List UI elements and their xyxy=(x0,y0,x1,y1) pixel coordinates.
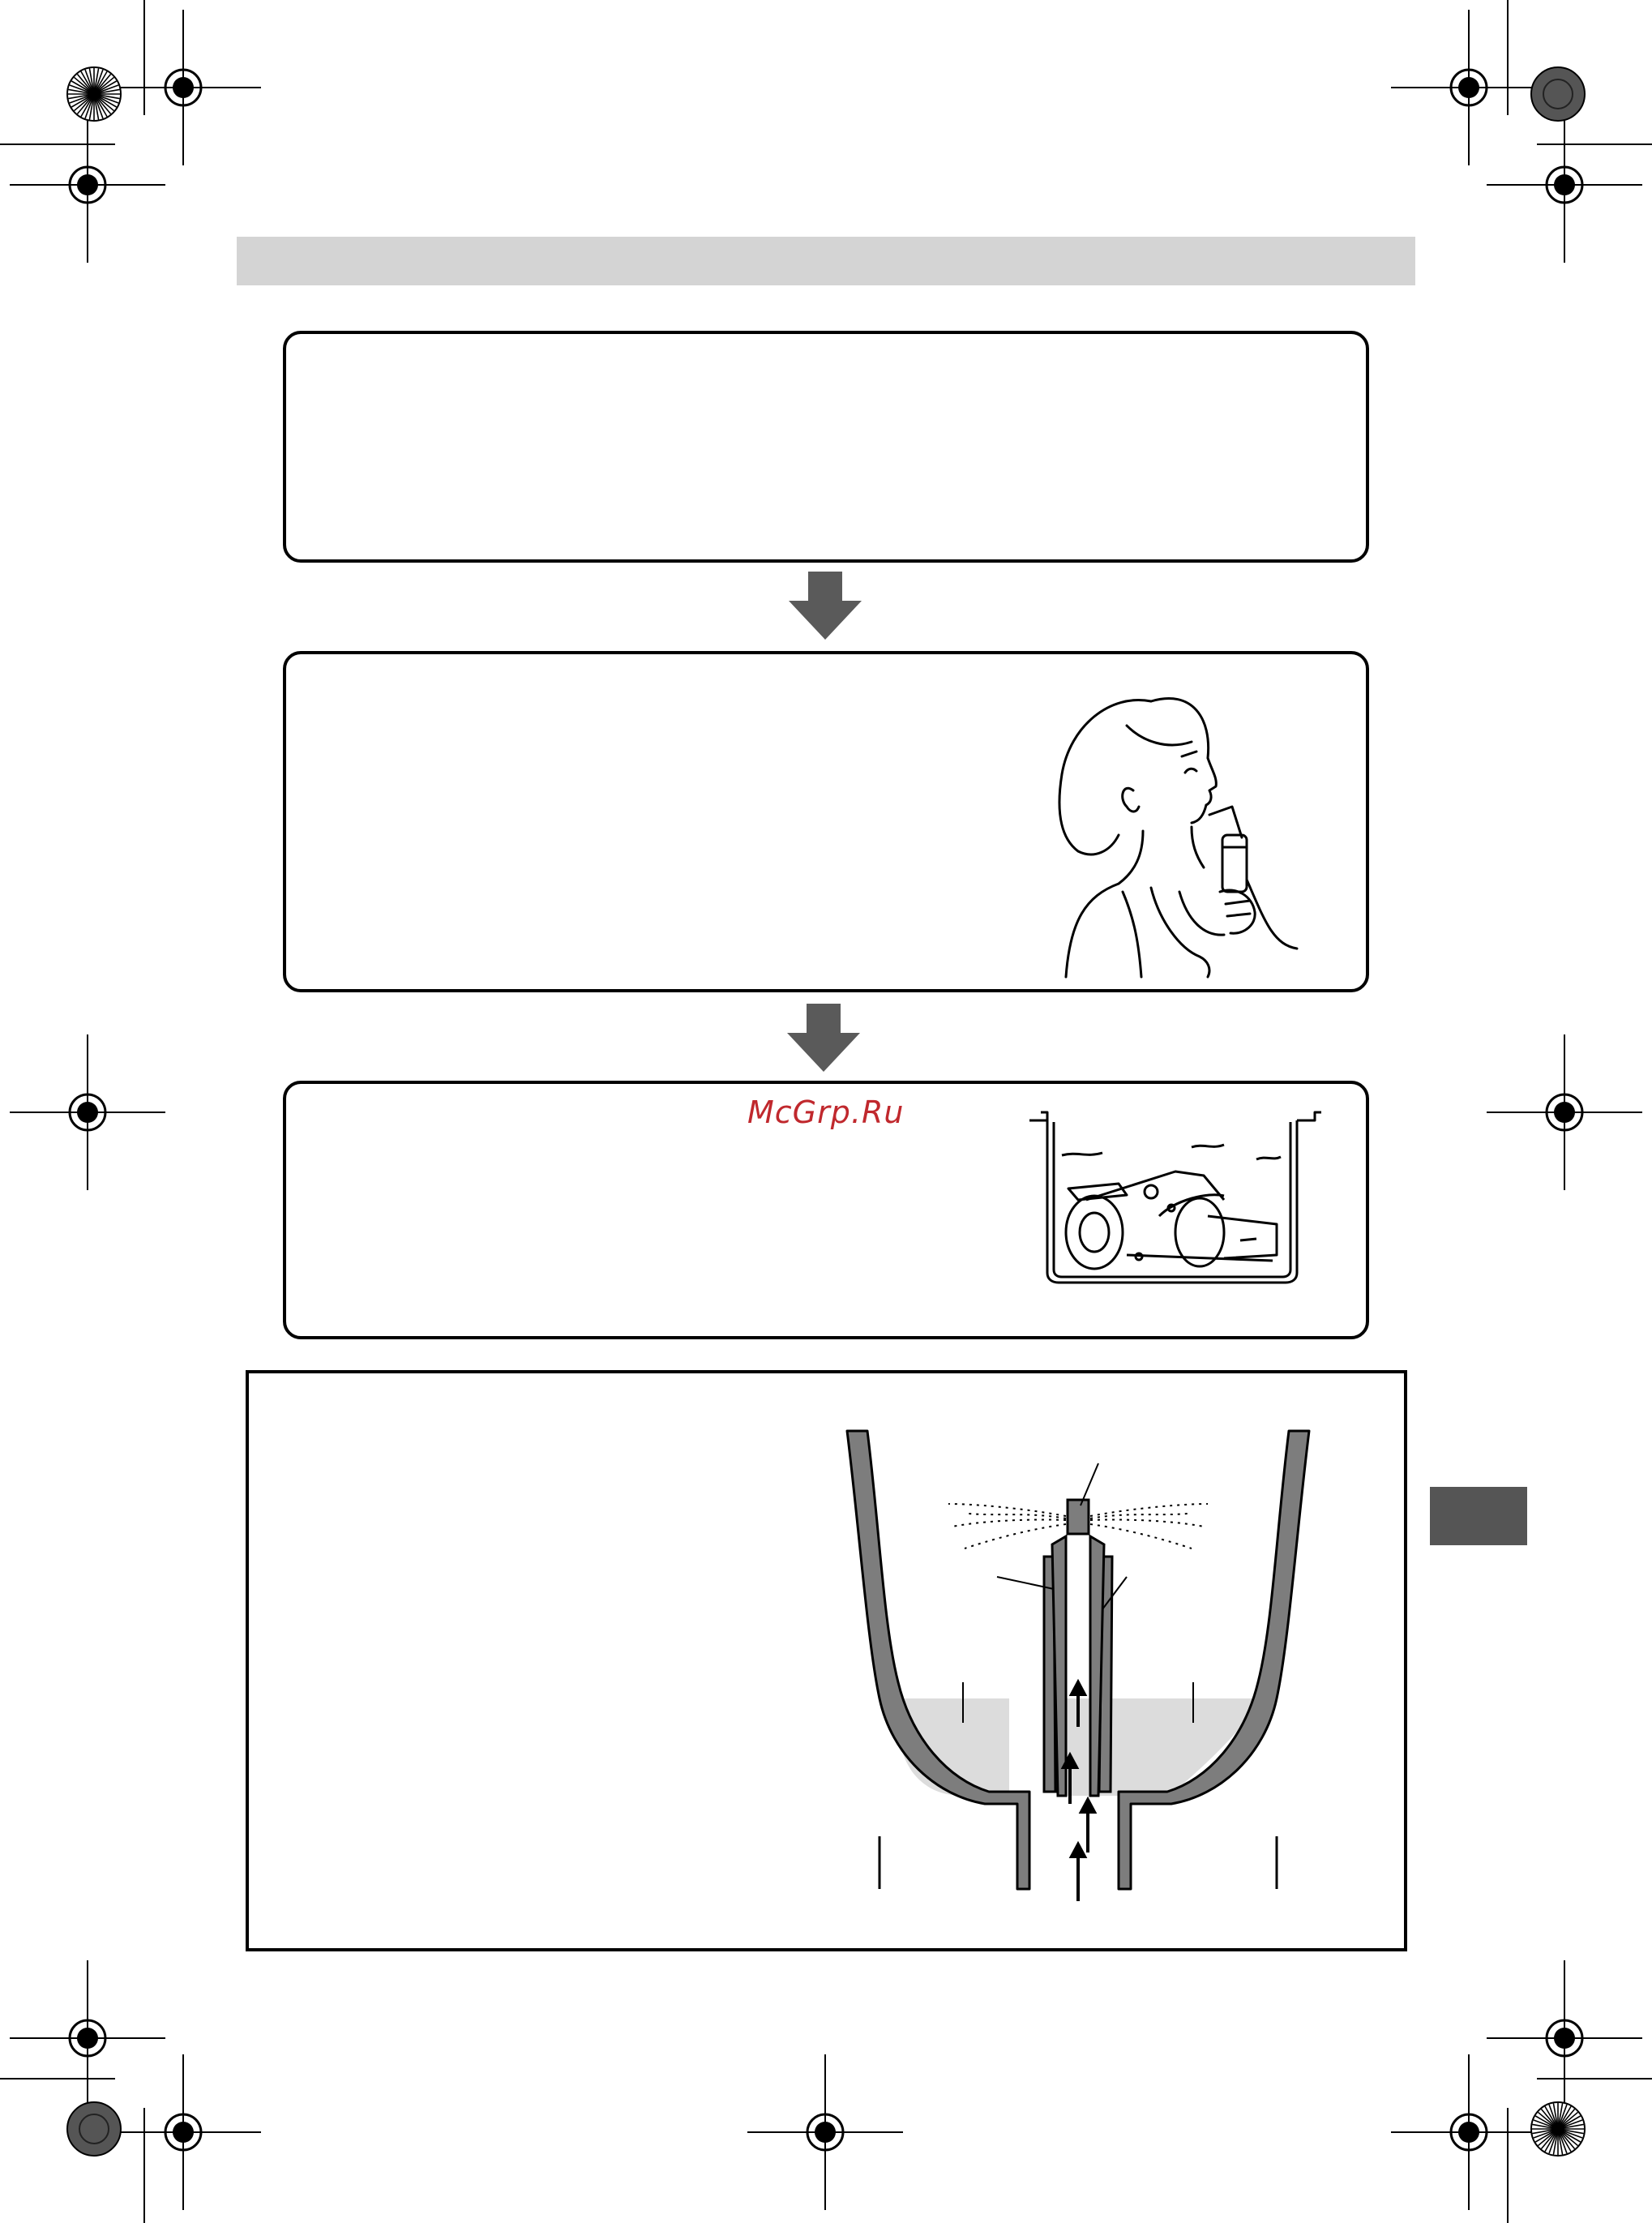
step-1-box xyxy=(283,331,1369,563)
watermark-text: McGrp.Ru xyxy=(747,1094,905,1130)
arrow-down-icon xyxy=(787,1004,868,1077)
section-header-bar xyxy=(237,237,1415,285)
nebulization-cross-section-diagram xyxy=(835,1415,1321,1917)
arrow-down-icon xyxy=(789,572,870,645)
side-tab-marker xyxy=(1430,1487,1527,1545)
person-using-nebulizer-illustration xyxy=(1038,677,1313,985)
parts-soaking-basin-illustration xyxy=(1029,1111,1321,1289)
